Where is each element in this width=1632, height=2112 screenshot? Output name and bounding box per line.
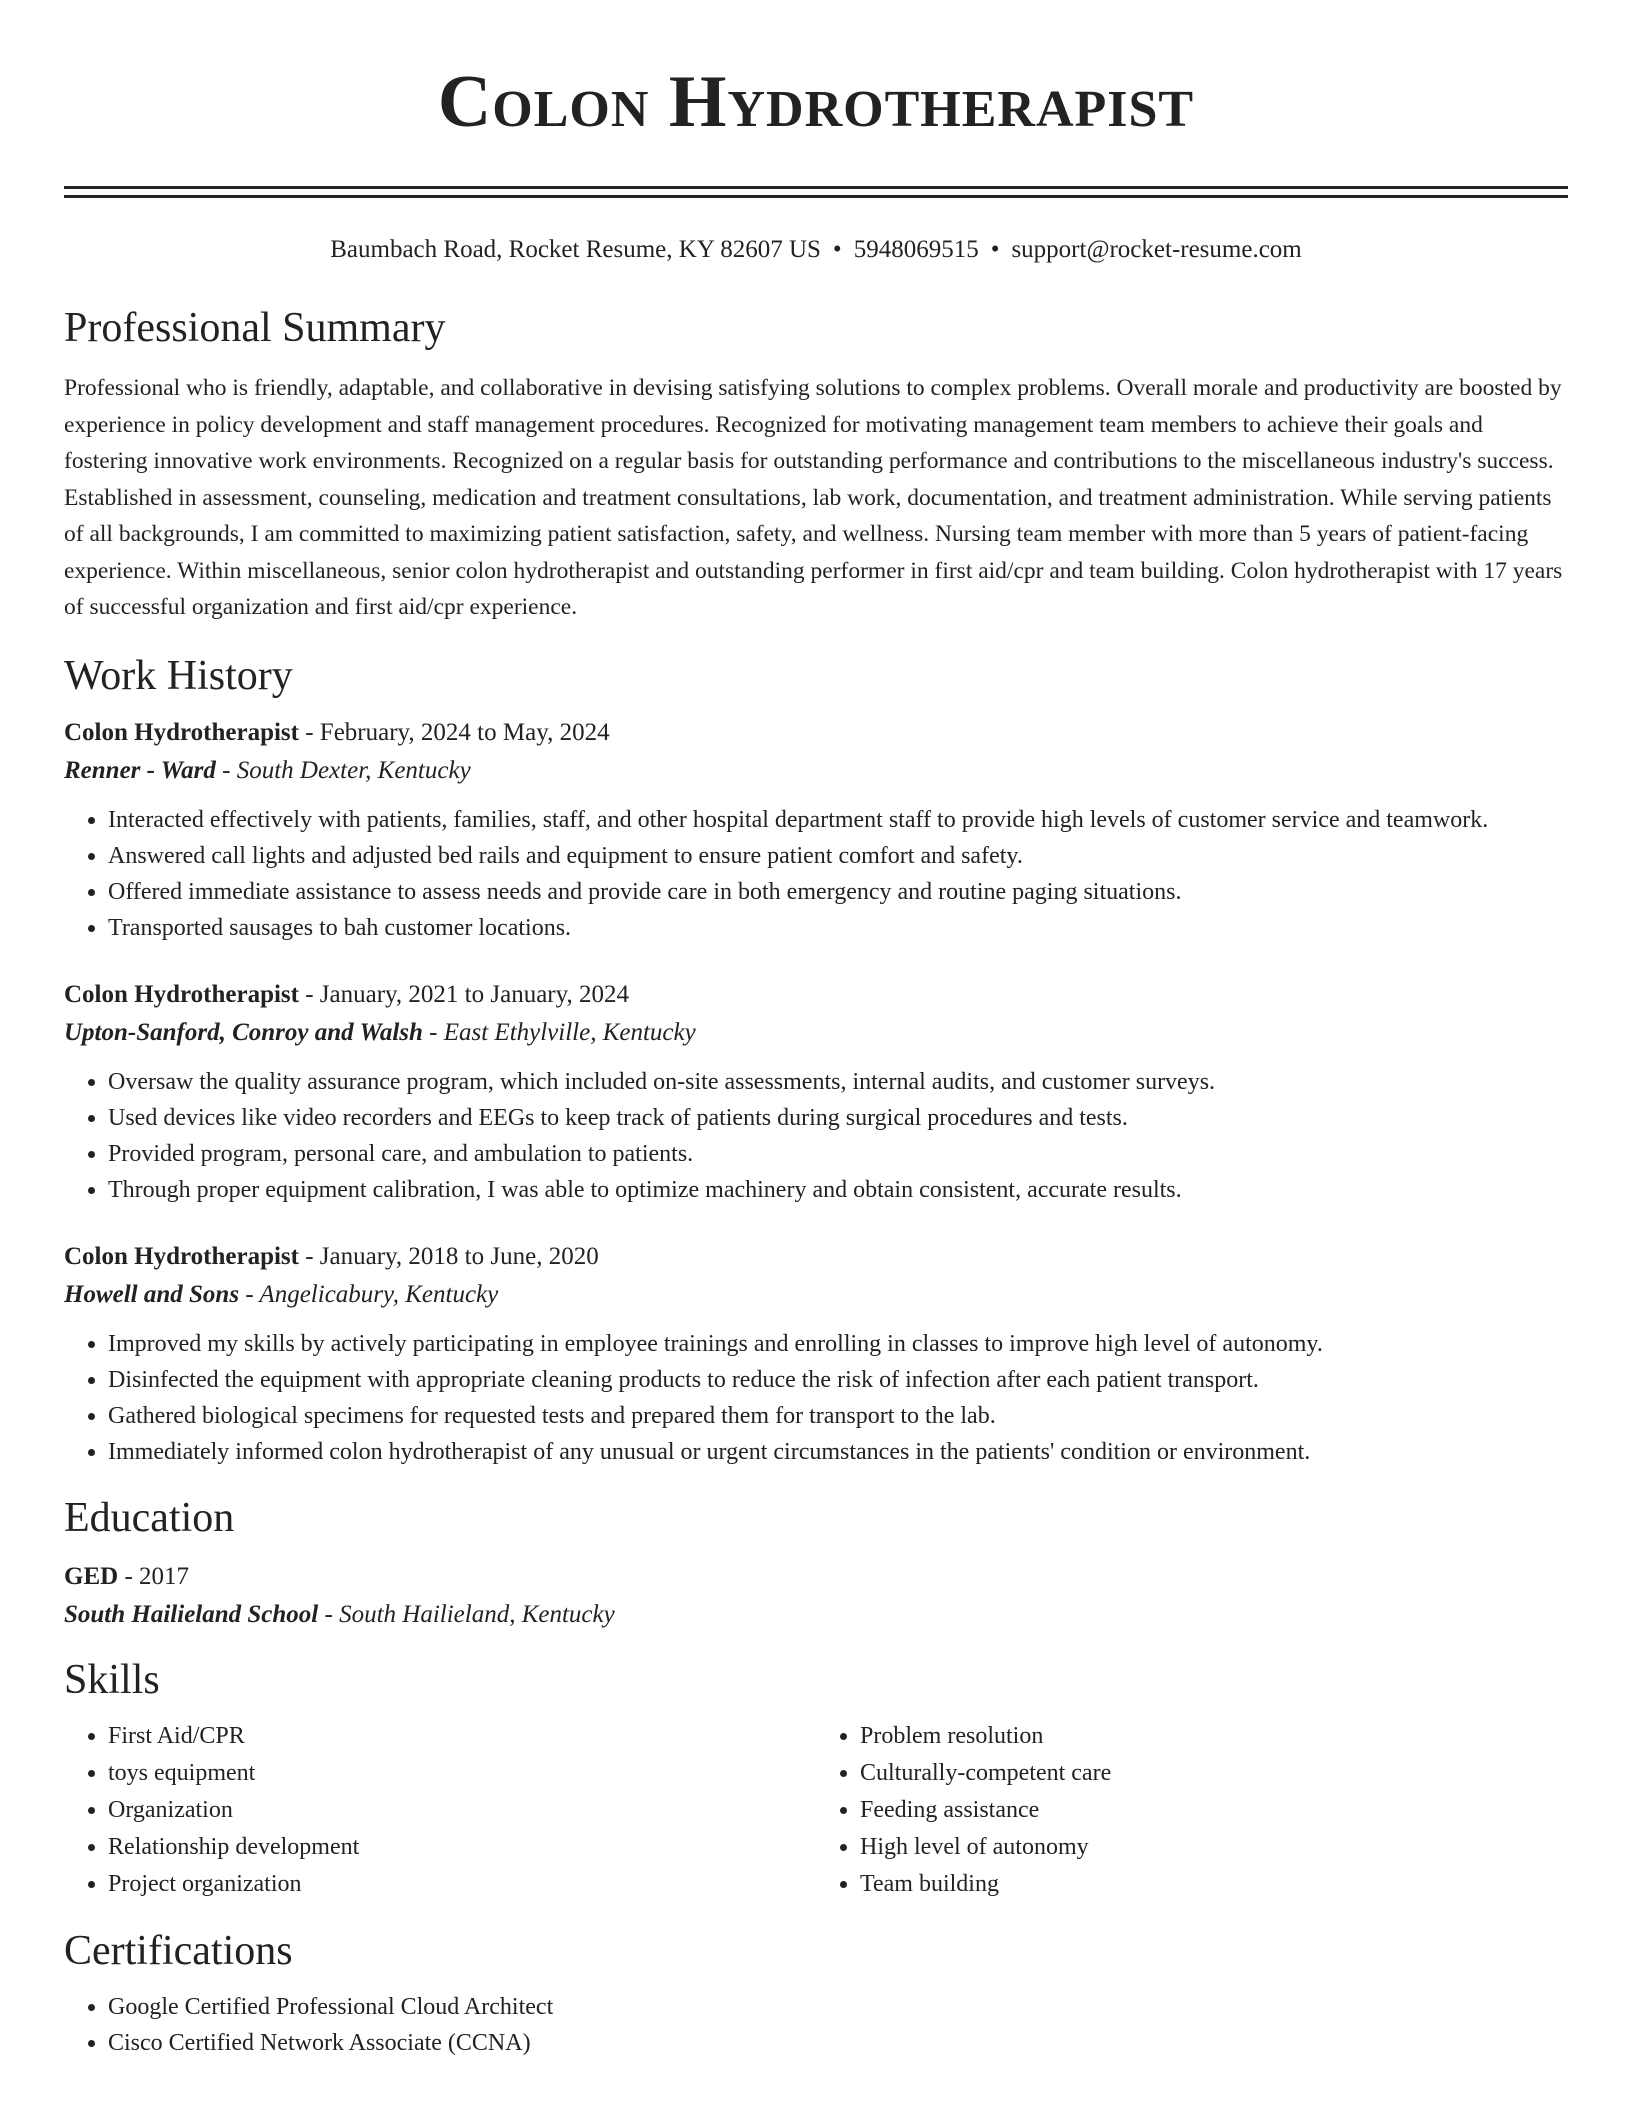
skills-column-left	[64, 1718, 816, 1903]
job-entry	[64, 1240, 1568, 1470]
job-bullet: • Offered immediate assistance to assess needs and provide care in both emergency and routine paging situations.	[108, 874, 1568, 910]
skill-item: • Feeding assistance	[860, 1792, 1568, 1829]
skills-heading: Skills	[64, 1656, 160, 1703]
contact-email: support@rocket-resume.com	[1011, 236, 1302, 263]
job-location: - East Ethylville, Kentucky	[422, 1018, 696, 1046]
skill-item: • Relationship development	[108, 1829, 816, 1866]
skill-item: • Culturally-competent care	[860, 1755, 1568, 1792]
education-degree: GED	[64, 1562, 119, 1590]
job-bullet: • Improved my skills by actively participating in employee trainings and enrolling in classes to improve high level of autonomy.	[108, 1326, 1568, 1362]
job-dates: - January, 2021 to January, 2024	[298, 980, 630, 1008]
contact-phone: 5948069515	[853, 236, 979, 263]
job-bullets	[64, 1064, 1568, 1208]
summary-text: Professional who is friendly, adaptable, and collaborative in devising satisfying solutions to complex problems. Overall morale and productivity are boosted by experience in policy development and staff management procedures. Recognized for motivating management team members to achieve their goals and fostering innovative work environments. Recognized on a regular basis for outstanding performance and contributions to the miscellaneous industry's success. Established in assessment, counseling, medication and treatment consultations, lab work, documentation, and treatment administration. While serving patients of all backgrounds, I am committed to maximizing patient satisfaction, safety, and wellness. Nursing team member with more than 5 years of patient-facing experience. Within miscellaneous, senior colon hydrotherapist and outstanding performer in first aid/cpr and team building. Colon hydrotherapist with 17 years of successful organization and first aid/cpr experience.	[64, 375, 1563, 620]
job-company-line	[64, 1278, 1568, 1312]
contact-separator: •	[990, 236, 1000, 263]
candidate-name: Colon Hydrotherapist	[437, 61, 1195, 143]
education-school: South Hailieland School	[64, 1600, 319, 1628]
job-company: Renner - Ward	[64, 756, 216, 784]
job-title-line	[64, 978, 1568, 1012]
certification-item: • Cisco Certified Network Associate (CCNA)	[108, 2025, 1568, 2061]
job-bullet: • Gathered biological specimens for requested tests and prepared them for transport to the lab.	[108, 1398, 1568, 1434]
skills-list	[64, 1718, 1568, 1903]
job-location: - Angelicabury, Kentucky	[239, 1280, 499, 1308]
contact-address: Baumbach Road, Rocket Resume, KY 82607 US	[330, 236, 821, 263]
skill-item: • toys equipment	[108, 1755, 816, 1792]
job-entry	[64, 978, 1568, 1208]
job-role: Colon Hydrotherapist	[64, 980, 299, 1008]
job-bullet: • Through proper equipment calibration, I was able to optimize machinery and obtain consistent, accurate results.	[108, 1172, 1568, 1208]
job-role: Colon Hydrotherapist	[64, 1242, 299, 1270]
job-company-line	[64, 754, 1568, 788]
job-company: Upton-Sanford, Conroy and Walsh	[64, 1018, 423, 1046]
job-bullet: • Used devices like video recorders and EEGs to keep track of patients during surgical procedures and tests.	[108, 1100, 1568, 1136]
contact-separator: •	[832, 236, 842, 263]
job-bullet: • Transported sausages to bah customer locations.	[108, 910, 1568, 946]
resume-page	[64, 0, 1568, 2061]
education-heading: Education	[64, 1494, 235, 1541]
job-location: - South Dexter, Kentucky	[215, 756, 471, 784]
contact-line	[64, 234, 1568, 266]
job-bullet: • Immediately informed colon hydrotherapist of any unusual or urgent circumstances in the patients' condition or environment.	[108, 1434, 1568, 1470]
education-school-line	[64, 1598, 1568, 1632]
skill-item: • Organization	[108, 1792, 816, 1829]
certifications-list	[64, 1989, 1568, 2061]
education-location: - South Hailieland, Kentucky	[318, 1600, 615, 1628]
job-bullets	[64, 802, 1568, 946]
summary-heading: Professional Summary	[64, 305, 446, 351]
job-entry	[64, 716, 1568, 946]
certifications-heading: Certifications	[64, 1927, 293, 1974]
job-company-line	[64, 1016, 1568, 1050]
job-company: Howell and Sons	[64, 1280, 240, 1308]
work-history-list	[64, 716, 1568, 1470]
job-bullet: • Disinfected the equipment with appropriate cleaning products to reduce the risk of infection after each patient transport.	[108, 1362, 1568, 1398]
skill-item: • High level of autonomy	[860, 1829, 1568, 1866]
job-dates: - January, 2018 to June, 2020	[298, 1242, 599, 1270]
job-dates: - February, 2024 to May, 2024	[298, 718, 610, 746]
skill-item: • First Aid/CPR	[108, 1718, 816, 1755]
job-bullet: • Provided program, personal care, and ambulation to patients.	[108, 1136, 1568, 1172]
education-degree-line	[64, 1560, 1568, 1594]
skills-column-right	[816, 1718, 1568, 1903]
certification-item: • Google Certified Professional Cloud Architect	[108, 1989, 1568, 2025]
header-rule-secondary	[64, 195, 1568, 198]
skill-item: • Team building	[860, 1866, 1568, 1903]
job-title-line	[64, 1240, 1568, 1274]
job-bullet: • Answered call lights and adjusted bed rails and equipment to ensure patient comfort and safety.	[108, 838, 1568, 874]
job-bullets	[64, 1326, 1568, 1470]
job-title-line	[64, 716, 1568, 750]
skill-item: • Project organization	[108, 1866, 816, 1903]
header-rule	[64, 186, 1568, 189]
education-year: - 2017	[118, 1562, 190, 1590]
job-bullet: • Interacted effectively with patients, families, staff, and other hospital department staff to provide high levels of customer service and teamwork.	[108, 802, 1568, 838]
job-role: Colon Hydrotherapist	[64, 718, 299, 746]
job-bullet: • Oversaw the quality assurance program, which included on-site assessments, internal audits, and customer surveys.	[108, 1064, 1568, 1100]
skill-item: • Problem resolution	[860, 1718, 1568, 1755]
work-history-heading: Work History	[64, 652, 293, 699]
